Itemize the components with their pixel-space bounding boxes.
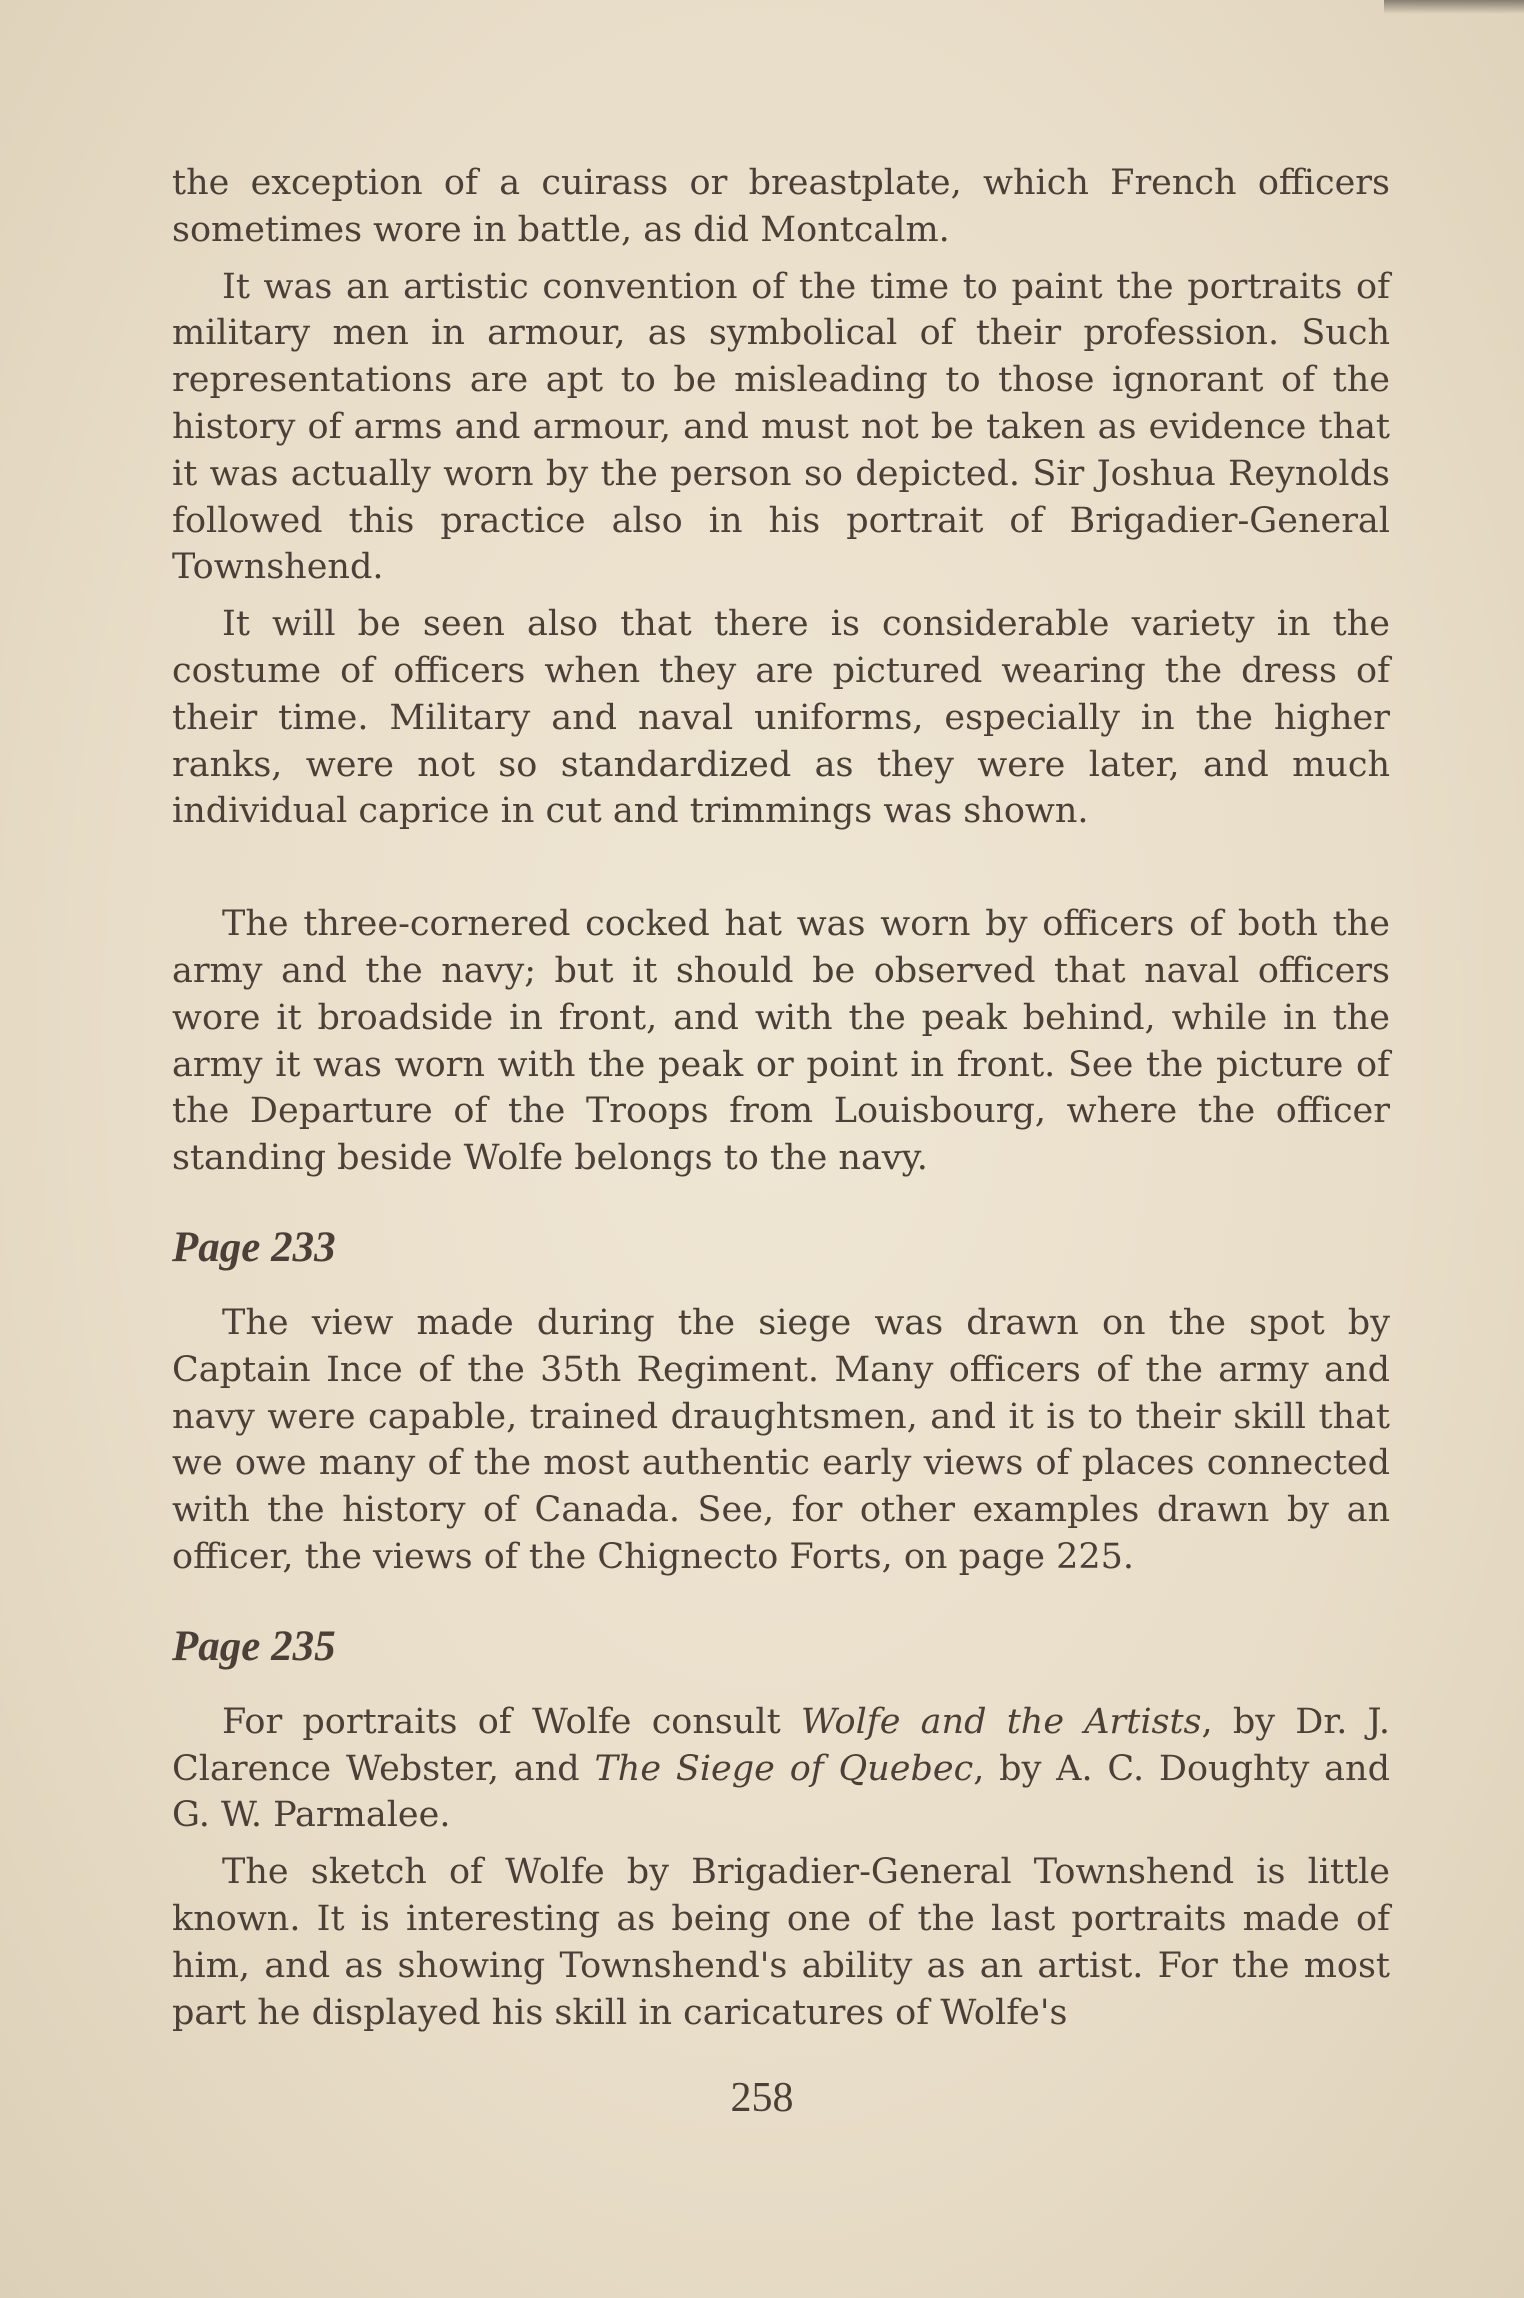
text-fragment: For portraits of Wolfe consult [222, 1701, 801, 1742]
text-fragment: , by A. C. Doughty and G. W. Parmalee. [172, 1748, 1390, 1836]
page-edge-shadow [1384, 0, 1524, 14]
paragraph-townshend-sketch: The sketch of Wolfe by Brigadier-General Townshend is little known. It is interesting as being one of the last portraits made of him, and as showing Townshend's ability as an artist. For the most part he displayed his skill in caricatures of Wolfe's [172, 1852, 1390, 2033]
book-title-siege-of-quebec: The Siege of Quebec [594, 1748, 974, 1789]
section-heading-page-233: Page 233 [172, 1223, 336, 1271]
page-body [172, 160, 1390, 2036]
text-fragment: , by Dr. J. Clarence Webster, and [172, 1701, 1390, 1789]
paragraph-armour-convention: It was an artistic convention of the time to paint the portraits of military men in armour, as symbolical of their profession. Such representations are apt to be misleading to those ignorant of the history of arms and armour, and must not be taken as evidence that it was actually worn by the person so depicted. Sir Joshua Reynolds followed this practice also in his portrait of Brigadier-General Townshend. [172, 266, 1390, 588]
book-title-wolfe-and-the-artists: Wolfe and the Artists [800, 1701, 1202, 1742]
page-number: 258 [730, 2075, 794, 2121]
section-heading-page-235: Page 235 [172, 1622, 336, 1670]
paragraph-costume-variety: It will be seen also that there is considerable variety in the costume of officers when they are pictured wearing the dress of their time. Military and naval uniforms, especially in the higher ranks, were not so standardized as they were later, and much individual caprice in cut and trimmings was shown. [172, 604, 1390, 832]
paragraph-cocked-hat: The three-cornered cocked hat was worn by officers of both the army and the navy; but it should be observed that naval officers wore it broadside in front, and with the peak behind, while in the army it was worn with the peak or point in front. See the picture of the Departure of the Troops from Louisbourg, where the officer standing beside Wolfe belongs to the navy. [172, 904, 1390, 1179]
paragraph-siege-view: The view made during the siege was drawn on the spot by Captain Ince of the 35th Regiment. Many officers of the army and navy were capable, trained draughtsmen, and it is to their skill that we owe many of the most authentic early views of places connected with the history of Canada. See, for other examples drawn by an officer, the views of the Chignecto Forts, on page 225. [172, 1302, 1390, 1577]
paragraph-cuirass: the exception of a cuirass or breastplate, which French officers sometimes wore in battle, as did Montcalm. [172, 163, 1390, 250]
paragraph-wolfe-portraits [172, 1699, 1390, 1839]
